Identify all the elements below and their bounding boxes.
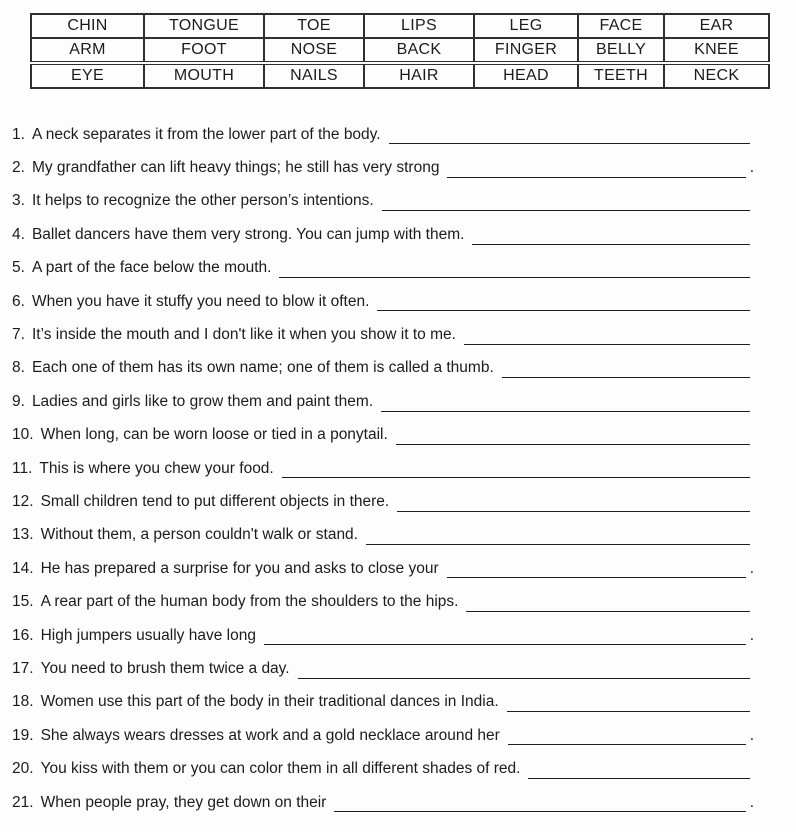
question-suffix: .	[749, 793, 754, 811]
question-number: 10.	[12, 426, 34, 444]
word-bank-cell: FOOT	[144, 38, 264, 63]
question-row	[12, 686, 754, 719]
question-text: He has prepared a surprise for you and asks to close your	[40, 559, 439, 577]
answer-blank	[447, 577, 746, 578]
question-text: A part of the face below the mouth.	[31, 259, 272, 277]
word-bank-cell: CHIN	[31, 14, 144, 38]
question-number: 16.	[12, 626, 34, 644]
answer-blank	[447, 177, 745, 178]
answer-blank	[389, 143, 750, 144]
question-list	[12, 118, 754, 819]
question-row	[12, 719, 754, 752]
answer-blank	[397, 511, 750, 512]
question-row	[12, 151, 754, 184]
question-row	[12, 652, 754, 685]
word-bank-cell: HAIR	[364, 63, 474, 88]
question-number: 6.	[12, 292, 25, 310]
question-text: Each one of them has its own name; one of them is called a thumb.	[31, 359, 494, 377]
answer-blank	[279, 277, 750, 278]
answer-blank	[264, 644, 746, 645]
question-number: 14.	[12, 559, 34, 577]
word-bank-row	[31, 63, 769, 88]
question-suffix: .	[749, 159, 754, 177]
question-text: Ballet dancers have them very strong. You can jump with them.	[31, 225, 465, 243]
question-number: 20.	[12, 760, 34, 778]
answer-blank	[472, 244, 750, 245]
word-bank-cell: NAILS	[264, 63, 364, 88]
question-suffix: .	[749, 559, 754, 577]
question-text: Women use this part of the body in their traditional dances in India.	[40, 693, 499, 711]
question-number: 5.	[12, 259, 25, 277]
question-text: My grandfather can lift heavy things; he still has very strong	[31, 159, 440, 177]
word-bank-row	[31, 14, 769, 38]
question-number: 4.	[12, 225, 25, 243]
question-text: It’s inside the mouth and I don't like it when you show it to me.	[31, 326, 456, 344]
word-bank-cell: KNEE	[664, 38, 769, 63]
word-bank-cell: ARM	[31, 38, 144, 63]
question-number: 7.	[12, 326, 25, 344]
word-bank-cell: NECK	[664, 63, 769, 88]
question-number: 3.	[12, 192, 25, 210]
question-row	[12, 419, 754, 452]
question-row	[12, 485, 754, 518]
question-row	[12, 285, 754, 318]
answer-blank	[382, 210, 750, 211]
question-number: 21.	[12, 793, 34, 811]
word-bank-cell: TONGUE	[144, 14, 264, 38]
answer-blank	[508, 744, 746, 745]
question-text: You kiss with them or you can color them in all different shades of red.	[40, 760, 521, 778]
question-text: Small children tend to put different objects in there.	[40, 492, 390, 510]
answer-blank	[464, 344, 750, 345]
question-row	[12, 118, 754, 151]
question-row	[12, 385, 754, 418]
question-text: When long, can be worn loose or tied in a ponytail.	[40, 426, 388, 444]
answer-blank	[502, 377, 750, 378]
word-bank-cell: FACE	[578, 14, 664, 38]
question-suffix: .	[749, 626, 754, 644]
word-bank-cell: NOSE	[264, 38, 364, 63]
word-bank-row	[31, 38, 769, 63]
question-row	[12, 185, 754, 218]
question-number: 15.	[12, 593, 34, 611]
question-number: 1.	[12, 125, 25, 143]
word-bank-cell: EAR	[664, 14, 769, 38]
answer-blank	[381, 411, 750, 412]
question-row	[12, 352, 754, 385]
word-bank-cell: HEAD	[474, 63, 578, 88]
word-bank-cell: FINGER	[474, 38, 578, 63]
question-row	[12, 452, 754, 485]
answer-blank	[528, 778, 750, 779]
word-bank-cell: TOE	[264, 14, 364, 38]
question-number: 18.	[12, 693, 34, 711]
question-row	[12, 619, 754, 652]
question-text: You need to brush them twice a day.	[40, 659, 290, 677]
answer-blank	[377, 310, 750, 311]
question-row	[12, 752, 754, 785]
question-number: 9.	[12, 392, 25, 410]
question-row	[12, 786, 754, 819]
question-text: High jumpers usually have long	[40, 626, 256, 644]
answer-blank	[366, 544, 750, 545]
question-text: This is where you chew your food.	[39, 459, 274, 477]
question-number: 11.	[12, 459, 33, 477]
word-bank-cell: BACK	[364, 38, 474, 63]
question-number: 19.	[12, 726, 34, 744]
word-bank-cell: EYE	[31, 63, 144, 88]
question-text: A rear part of the human body from the shoulders to the hips.	[40, 593, 459, 611]
answer-blank	[466, 611, 750, 612]
answer-blank	[507, 711, 750, 712]
question-row	[12, 252, 754, 285]
answer-blank	[282, 477, 750, 478]
question-row	[12, 552, 754, 585]
question-text: When you have it stuffy you need to blow it often.	[31, 292, 370, 310]
question-text: When people pray, they get down on their	[40, 793, 327, 811]
question-number: 8.	[12, 359, 25, 377]
word-bank-cell: TEETH	[578, 63, 664, 88]
question-number: 2.	[12, 159, 25, 177]
word-bank-cell: MOUTH	[144, 63, 264, 88]
question-suffix: .	[749, 726, 754, 744]
question-text: A neck separates it from the lower part of the body.	[31, 125, 381, 143]
question-row	[12, 318, 754, 351]
question-row	[12, 218, 754, 251]
word-bank-cell: LIPS	[364, 14, 474, 38]
question-text: Without them, a person couldn't walk or stand.	[40, 526, 358, 544]
question-text: Ladies and girls like to grow them and paint them.	[31, 392, 374, 410]
question-number: 12.	[12, 492, 34, 510]
question-row	[12, 585, 754, 618]
word-bank-cell: BELLY	[578, 38, 664, 63]
answer-blank	[298, 678, 750, 679]
word-bank-cell: LEG	[474, 14, 578, 38]
question-number: 13.	[12, 526, 34, 544]
question-row	[12, 519, 754, 552]
word-bank-table	[30, 13, 770, 89]
question-number: 17.	[12, 659, 34, 677]
question-text: She always wears dresses at work and a gold necklace around her	[40, 726, 500, 744]
question-text: It helps to recognize the other person’s intentions.	[31, 192, 374, 210]
answer-blank	[334, 811, 745, 812]
answer-blank	[396, 444, 750, 445]
